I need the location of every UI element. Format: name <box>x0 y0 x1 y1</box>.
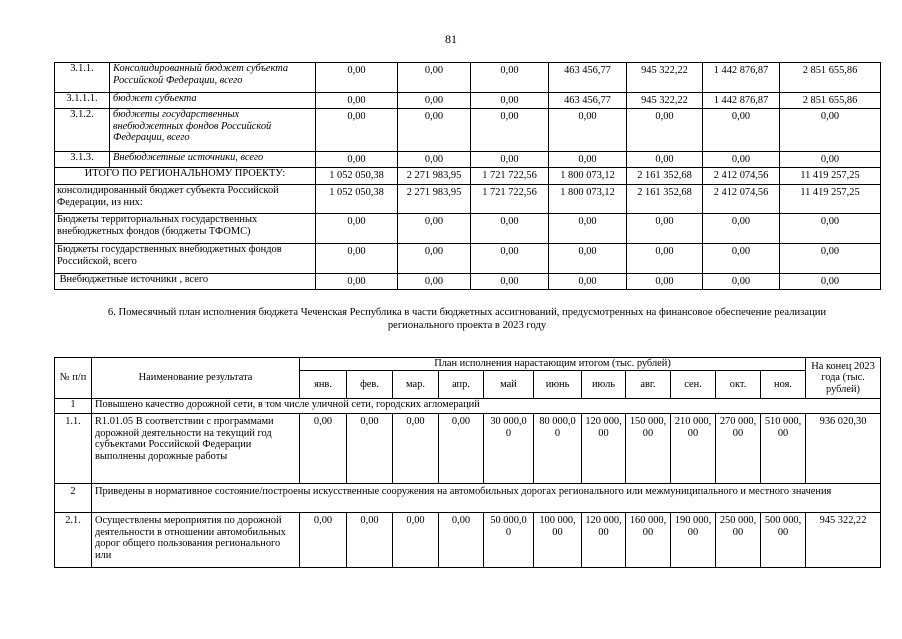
value-cell: 0,00 <box>549 244 627 274</box>
row-name: Консолидированный бюджет субъекта Российской Федерации, всего <box>110 63 316 93</box>
value-cell: 0,00 <box>398 93 471 109</box>
month-value: 250 000, 00 <box>716 513 761 568</box>
total-value-cell: 1 800 073,12 <box>549 168 627 185</box>
row-name: бюджеты государственных внебюджетных фондов Российской Федерации, всего <box>110 109 316 152</box>
year-end-value: 936 020,30 <box>806 414 881 484</box>
total-value-cell: 11 419 257,25 <box>780 168 881 185</box>
value-cell: 2 412 074,56 <box>703 185 780 214</box>
month-value: 0,00 <box>347 414 393 484</box>
value-cell: 0,00 <box>398 63 471 93</box>
value-cell: 0,00 <box>471 93 549 109</box>
value-cell: 0,00 <box>316 93 398 109</box>
value-cell: 0,00 <box>780 109 881 152</box>
month-value: 210 000, 00 <box>671 414 716 484</box>
month-value: 0,00 <box>347 513 393 568</box>
value-cell: 0,00 <box>627 214 703 244</box>
summary-label: Бюджеты территориальных государственных внебюджетных фондов (бюджеты ТФОМС) <box>55 214 316 244</box>
total-value-cell: 1 721 722,56 <box>471 168 549 185</box>
month-value: 0,00 <box>439 414 484 484</box>
header-name: Наименование результата <box>92 358 300 399</box>
month-value: 510 000, 00 <box>761 414 806 484</box>
row-name: Внебюджетные источники, всего <box>110 152 316 168</box>
month-value: 160 000, 00 <box>626 513 671 568</box>
value-cell: 0,00 <box>703 274 780 290</box>
value-cell: 0,00 <box>471 274 549 290</box>
table-row <box>55 93 881 109</box>
total-label: ИТОГО ПО РЕГИОНАЛЬНОМУ ПРОЕКТУ: <box>55 168 316 185</box>
value-cell: 463 456,77 <box>549 63 627 93</box>
header-num: № п/п <box>55 358 92 399</box>
month-value: 120 000, 00 <box>582 414 626 484</box>
value-cell: 1 800 073,12 <box>549 185 627 214</box>
summary-label: консолидированный бюджет субъекта Российской Федерации, из них: <box>55 185 316 214</box>
month-value: 50 000,0 0 <box>484 513 534 568</box>
table-row <box>55 63 881 93</box>
result-name: R1.01.05 В соответствии с программами дорожной деятельности на текущий год субъектами Российской Федерации выполнены дорожные работы <box>92 414 300 484</box>
row-number: 3.1.3. <box>55 152 110 168</box>
month-value: 150 000, 00 <box>626 414 671 484</box>
value-cell: 0,00 <box>398 274 471 290</box>
month-header: мар. <box>393 371 439 399</box>
monthly-plan-table <box>54 357 881 568</box>
summary-label: Внебюджетные источники , всего <box>55 274 316 290</box>
month-value: 0,00 <box>439 513 484 568</box>
month-value: 80 000,0 0 <box>534 414 582 484</box>
value-cell: 0,00 <box>471 244 549 274</box>
month-value: 120 000, 00 <box>582 513 626 568</box>
value-cell: 0,00 <box>471 63 549 93</box>
value-cell: 0,00 <box>703 214 780 244</box>
month-value: 500 000, 00 <box>761 513 806 568</box>
value-cell: 0,00 <box>627 274 703 290</box>
value-cell: 2 161 352,68 <box>627 185 703 214</box>
month-header: июнь <box>534 371 582 399</box>
value-cell: 0,00 <box>549 152 627 168</box>
value-cell: 463 456,77 <box>549 93 627 109</box>
summary-row <box>55 214 881 244</box>
value-cell: 1 721 722,56 <box>471 185 549 214</box>
month-header: июль <box>582 371 626 399</box>
section-caption-line1: 6. Помесячный план исполнения бюджета Чеченская Республика в части бюджетных ассигнований, предусмотренных на финансовое обеспечение реализации <box>107 307 827 318</box>
total-value-cell: 1 052 050,38 <box>316 168 398 185</box>
value-cell: 0,00 <box>703 152 780 168</box>
month-header: фев. <box>347 371 393 399</box>
summary-label: Бюджеты государственных внебюджетных фондов Российской, всего <box>55 244 316 274</box>
summary-row <box>55 274 881 290</box>
month-header: окт. <box>716 371 761 399</box>
month-header: ноя. <box>761 371 806 399</box>
total-value-cell: 2 161 352,68 <box>627 168 703 185</box>
value-cell: 0,00 <box>316 244 398 274</box>
value-cell: 0,00 <box>471 109 549 152</box>
value-cell: 0,00 <box>780 152 881 168</box>
month-header: янв. <box>300 371 347 399</box>
value-cell: 0,00 <box>316 274 398 290</box>
month-header: сен. <box>671 371 716 399</box>
value-cell: 0,00 <box>316 214 398 244</box>
page-number: 81 <box>445 32 457 46</box>
row-number: 2.1. <box>55 513 92 568</box>
month-value: 100 000, 00 <box>534 513 582 568</box>
value-cell: 0,00 <box>471 152 549 168</box>
section-row <box>55 399 881 414</box>
value-cell: 945 322,22 <box>627 93 703 109</box>
total-value-cell: 2 271 983,95 <box>398 168 471 185</box>
value-cell: 0,00 <box>703 244 780 274</box>
total-value-cell: 2 412 074,56 <box>703 168 780 185</box>
row-number: 3.1.1. <box>55 63 110 93</box>
value-cell: 0,00 <box>398 152 471 168</box>
total-row <box>55 168 881 185</box>
month-header: авг. <box>626 371 671 399</box>
value-cell: 0,00 <box>398 109 471 152</box>
month-value: 30 000,0 0 <box>484 414 534 484</box>
value-cell: 0,00 <box>316 109 398 152</box>
value-cell: 0,00 <box>398 214 471 244</box>
value-cell: 0,00 <box>780 274 881 290</box>
value-cell: 1 442 876,87 <box>703 93 780 109</box>
month-header: май <box>484 371 534 399</box>
value-cell: 2 851 655,86 <box>780 63 881 93</box>
year-end-value: 945 322,22 <box>806 513 881 568</box>
value-cell: 945 322,22 <box>627 63 703 93</box>
section-title: Приведены в нормативное состояние/построены искусственные сооружения на автомобильных дорогах регионального или межмуниципального и местного значения <box>92 484 881 513</box>
section-row <box>55 484 881 513</box>
value-cell: 1 052 050,38 <box>316 185 398 214</box>
value-cell: 0,00 <box>549 214 627 244</box>
month-value: 0,00 <box>300 513 347 568</box>
section-caption-line2: регионального проекта в 2023 году <box>387 319 547 331</box>
value-cell: 0,00 <box>316 152 398 168</box>
value-cell: 11 419 257,25 <box>780 185 881 214</box>
table-row <box>55 414 881 484</box>
section-number: 2 <box>55 484 92 513</box>
value-cell: 1 442 876,87 <box>703 63 780 93</box>
header-end-of-year: На конец 2023 года (тыс. рублей) <box>806 358 881 399</box>
section-caption <box>54 307 880 332</box>
value-cell: 0,00 <box>780 214 881 244</box>
month-value: 0,00 <box>393 513 439 568</box>
regional-project-finance-table <box>54 62 881 290</box>
value-cell: 0,00 <box>627 109 703 152</box>
table-row <box>55 513 881 568</box>
month-value: 270 000, 00 <box>716 414 761 484</box>
row-number: 1.1. <box>55 414 92 484</box>
summary-row <box>55 244 881 274</box>
result-name: Осуществлены мероприятия по дорожной деятельности в отношении автомобильных дорог общего пользования регионального или <box>92 513 300 568</box>
month-header: апр. <box>439 371 484 399</box>
summary-row <box>55 185 881 214</box>
section-number: 1 <box>55 399 92 414</box>
month-value: 190 000, 00 <box>671 513 716 568</box>
row-name: бюджет субъекта <box>110 93 316 109</box>
table-row <box>55 109 881 152</box>
value-cell: 0,00 <box>703 109 780 152</box>
header-plan-group: План исполнения нарастающим итогом (тыс. рублей) <box>300 358 806 371</box>
row-number: 3.1.2. <box>55 109 110 152</box>
header-row <box>55 358 881 371</box>
value-cell: 0,00 <box>316 63 398 93</box>
value-cell: 0,00 <box>627 152 703 168</box>
section-title: Повышено качество дорожной сети, в том числе уличной сети, городских агломераций <box>92 399 881 414</box>
value-cell: 0,00 <box>549 109 627 152</box>
value-cell: 0,00 <box>627 244 703 274</box>
value-cell: 0,00 <box>398 244 471 274</box>
month-value: 0,00 <box>393 414 439 484</box>
value-cell: 0,00 <box>549 274 627 290</box>
month-value: 0,00 <box>300 414 347 484</box>
value-cell: 2 851 655,86 <box>780 93 881 109</box>
row-number: 3.1.1.1. <box>55 93 110 109</box>
value-cell: 0,00 <box>780 244 881 274</box>
value-cell: 2 271 983,95 <box>398 185 471 214</box>
table-row <box>55 152 881 168</box>
value-cell: 0,00 <box>471 214 549 244</box>
